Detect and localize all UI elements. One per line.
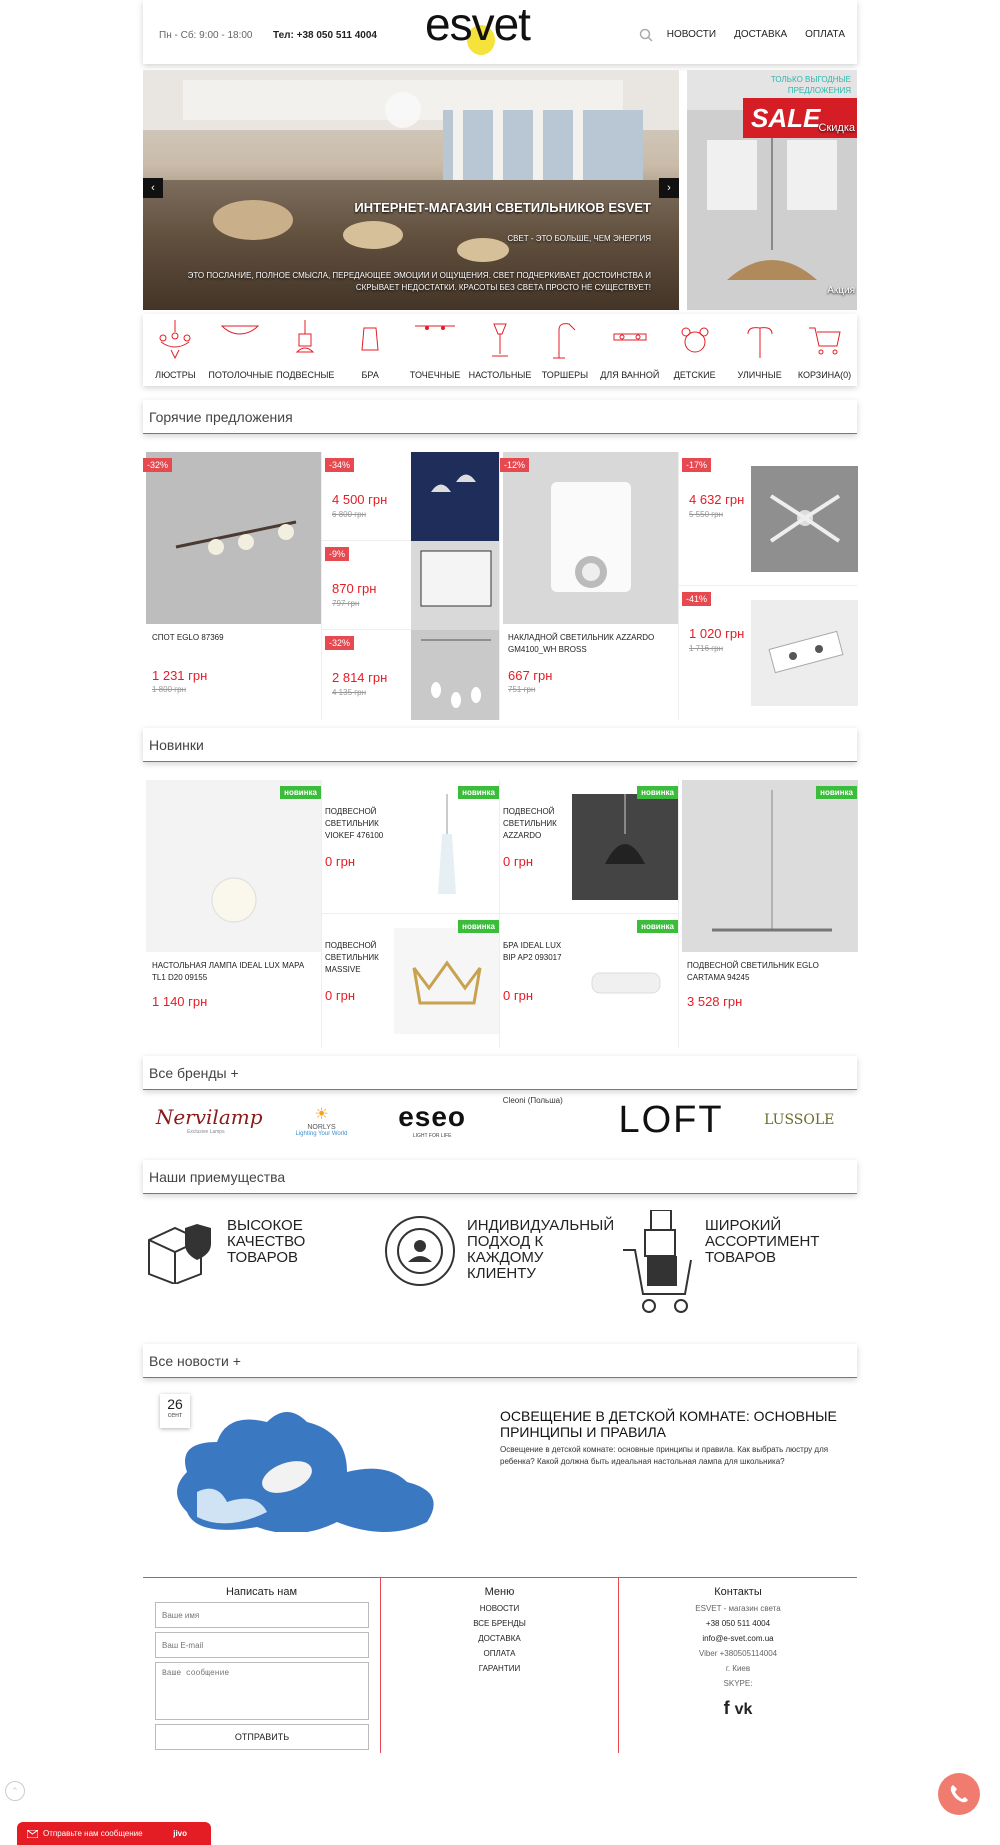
working-hours: Пн - Сб: 9:00 - 18:00: [159, 30, 253, 41]
category-label: ПОТОЛОЧНЫЕ: [208, 370, 273, 380]
call-button[interactable]: [938, 1773, 980, 1815]
category-label: ПОДВЕСНЫЕ: [276, 370, 335, 380]
footer-link-brands[interactable]: ВСЕ БРЕНДЫ: [473, 1619, 526, 1628]
write-us-title: Написать нам: [225, 1586, 298, 1598]
category-ceiling[interactable]: [208, 314, 272, 386]
sconce-icon: [350, 320, 390, 360]
category-label: НАСТОЛЬНЫЕ: [468, 370, 532, 380]
old-price: 751 грн: [508, 685, 536, 694]
product-image: [751, 600, 858, 706]
product-price: 667 грн: [508, 668, 553, 683]
category-pendant[interactable]: [273, 314, 337, 386]
category-label: КОРЗИНА(0): [797, 370, 852, 380]
product-card[interactable]: [499, 780, 678, 914]
promo-label: Скидка: [818, 122, 855, 134]
product-card[interactable]: [499, 452, 678, 720]
footer-contacts: [619, 1578, 857, 1753]
pendant-lamp-icon: [285, 320, 325, 360]
box-shield-icon: [145, 1218, 219, 1284]
discount-badge: -41%: [682, 592, 711, 606]
advantage-text: ИНДИВИДУАЛЬНЫЙ ПОДХОД К КАЖДОМУ КЛИЕНТУ: [467, 1217, 615, 1282]
product-name[interactable]: ПОДВЕСНОЙ СВЕТИЛЬНИК EGLO CARTAMA 94245: [687, 961, 819, 982]
advantage-text: ШИРОКИЙ АССОРТИМЕНТ ТОВАРОВ: [705, 1217, 820, 1266]
chandelier-icon: [155, 320, 195, 360]
old-price: 4 135 грн: [332, 688, 367, 697]
product-image: [394, 794, 500, 900]
product-image: [146, 780, 321, 952]
table-lamp-icon: [480, 320, 520, 360]
jivo-logo: jivo: [173, 1829, 187, 1838]
discount-badge: -32%: [325, 636, 354, 650]
product-price: 0 грн: [325, 854, 355, 869]
hot-offers-header[interactable]: Горячие предложения: [143, 400, 857, 434]
product-image: [411, 452, 500, 541]
svg-text:esvet: esvet: [425, 0, 530, 50]
contact-form: [143, 1578, 381, 1753]
contact-viber[interactable]: Viber +380505114004: [698, 1649, 778, 1658]
old-price: 797 грн: [332, 599, 360, 608]
slider-text: ЭТО ПОСЛАНИЕ, ПОЛНОЕ СМЫСЛА, ПЕРЕДАЮЩЕЕ ЭМОЦИИ И ОЩУЩЕНИЯ. СВЕТ ПОДЧЕРКИВАЕТ ДОСТОИНСТВА И СКРЫВАЕТ НЕДОСТАТКИ. КРАСОТЫ БЕЗ СВЕТА ПРОСТО НЕ СУЩЕСТВУЕТ!: [187, 271, 651, 292]
brand-eseo[interactable]: eseo LIGHT FOR LIFE: [398, 1101, 467, 1139]
slider-subtitle: СВЕТ - ЭТО БОЛЬШЕ, ЧЕМ ЭНЕРГИЯ: [507, 234, 651, 243]
product-price: 2 814 грн: [332, 670, 388, 685]
phone-icon: [938, 1773, 980, 1815]
kids-lamp-icon: [675, 320, 715, 360]
news-header[interactable]: Все новости +: [143, 1344, 857, 1378]
news-text: Освещение в детской комнате: основные принципы и правила. Как выбрать люстру для ребенка? Какой должна быть идеальная настольная лампа для школьника?: [500, 1445, 829, 1466]
footer-menu: [381, 1578, 619, 1753]
product-card[interactable]: [143, 452, 321, 720]
product-image: [503, 452, 679, 624]
send-button[interactable]: ОТПРАВИТЬ: [155, 1724, 369, 1750]
product-name[interactable]: ПОДВЕСНОЙ СВЕТИЛЬНИК AZZARDO: [503, 807, 557, 840]
spotlight-icon: [415, 320, 455, 360]
brands-header[interactable]: Все бренды +: [143, 1056, 857, 1090]
product-price: 4 632 грн: [689, 492, 745, 507]
product-image: [411, 630, 500, 720]
slider-title: ИНТЕРНЕТ-МАГАЗИН СВЕТИЛЬНИКОВ ESVET: [354, 200, 651, 215]
category-floor[interactable]: [533, 314, 597, 386]
product-name[interactable]: НАКЛАДНОЙ СВЕТИЛЬНИК AZZARDO GM4100_WH BROSS: [508, 633, 655, 654]
new-badge: новинка: [637, 786, 678, 799]
product-image: [411, 541, 500, 630]
footer-link-news[interactable]: НОВОСТИ: [479, 1604, 520, 1613]
product-image: [751, 466, 858, 572]
product-image: [682, 780, 858, 952]
chat-label: Отправьте нам сообщение: [43, 1829, 143, 1838]
old-price: 1 716 грн: [689, 644, 724, 653]
contact-skype[interactable]: SKYPE:: [723, 1679, 753, 1688]
news-image: [157, 1392, 447, 1532]
discount-badge: -9%: [325, 547, 349, 561]
brands-row: [143, 1092, 857, 1148]
product-name[interactable]: НАСТОЛЬНАЯ ЛАМПА IDEAL LUX MAPA TL1 D20 09155: [152, 961, 304, 982]
email-field[interactable]: [155, 1632, 369, 1658]
product-price: 1 231 грн: [152, 668, 208, 683]
product-card[interactable]: [143, 780, 321, 1048]
product-card[interactable]: [678, 780, 857, 1048]
product-price: 0 грн: [503, 988, 533, 1003]
product-card[interactable]: [321, 541, 499, 630]
nav-news[interactable]: НОВОСТИ: [666, 29, 717, 40]
product-card[interactable]: [678, 452, 857, 586]
name-field[interactable]: [155, 1602, 369, 1628]
brand-nervilamp[interactable]: Nervilamp Exclusive Lamps: [155, 1105, 263, 1135]
product-price: 870 грн: [332, 581, 377, 596]
discount-badge: -32%: [143, 458, 172, 472]
new-products-grid: [143, 780, 857, 1048]
esvet-logo[interactable]: [425, 0, 571, 60]
product-image: [146, 452, 321, 624]
category-label: ЛЮСТРЫ: [155, 370, 196, 380]
news-date: 26 сент: [160, 1394, 190, 1428]
product-image: [394, 928, 500, 1034]
contacts-title: Контакты: [714, 1586, 762, 1598]
contact-email[interactable]: info@e-svet.com.ua: [702, 1634, 774, 1643]
category-table[interactable]: [468, 314, 532, 386]
promo-image: [687, 110, 857, 310]
new-badge: новинка: [458, 786, 499, 799]
product-price: 3 528 грн: [687, 994, 743, 1009]
category-cart[interactable]: [793, 314, 857, 386]
menu-title: Меню: [484, 1586, 515, 1598]
product-price: 0 грн: [503, 854, 533, 869]
site-header: [143, 0, 857, 64]
category-bathroom[interactable]: [598, 314, 662, 386]
aperture-people-icon: [383, 1214, 457, 1288]
contact-company: ESVET - магазин света: [695, 1604, 781, 1613]
product-card[interactable]: [321, 914, 499, 1048]
product-image: [572, 794, 679, 900]
news-item[interactable]: [143, 1386, 857, 1536]
brand-norlys[interactable]: ☀ NORLYS Lighting Your World: [281, 1104, 361, 1137]
footer-link-guarantees[interactable]: ГАРАНТИИ: [478, 1664, 521, 1673]
discount-badge: -12%: [500, 458, 529, 472]
advantage-assortment: [621, 1210, 851, 1330]
advantage-quality: [143, 1210, 373, 1330]
brand-loft[interactable]: LOFT: [618, 1098, 724, 1141]
header-phone[interactable]: Тел: +38 050 511 4004: [273, 30, 377, 41]
news-headline[interactable]: ОСВЕЩЕНИЕ В ДЕТСКОЙ КОМНАТЕ: ОСНОВНЫЕ ПРИНЦИПЫ И ПРАВИЛА: [500, 1408, 837, 1440]
advantages-row: [143, 1210, 857, 1330]
old-price: 1 800 грн: [152, 685, 187, 694]
new-badge: новинка: [458, 920, 499, 933]
product-card[interactable]: [321, 780, 499, 914]
floor-lamp-icon: [545, 320, 585, 360]
nav-payment[interactable]: ОПЛАТА: [805, 29, 845, 40]
category-outdoor[interactable]: [728, 314, 792, 386]
product-card[interactable]: [321, 630, 499, 720]
category-label: ТОРШЕРЫ: [541, 370, 589, 380]
promo-banner[interactable]: [687, 70, 857, 310]
advantage-text: ВЫСОКОЕ КАЧЕСТВО ТОВАРОВ: [227, 1217, 306, 1266]
footer-link-delivery[interactable]: ДОСТАВКА: [478, 1634, 521, 1643]
product-price: 1 140 грн: [152, 994, 208, 1009]
brand-lussole[interactable]: LUSSOLE: [764, 1112, 835, 1128]
brand-cleoni[interactable]: Cleoni (Польша): [502, 1095, 563, 1105]
category-bar: [143, 314, 857, 386]
shopping-cart-boxes-icon: [621, 1210, 697, 1320]
category-sconce[interactable]: [338, 314, 402, 386]
product-card[interactable]: [321, 452, 499, 541]
footer: [143, 1577, 857, 1752]
category-label: ДЕТСКИЕ: [673, 370, 716, 380]
category-label: УЛИЧНЫЕ: [737, 370, 782, 380]
footer-link-payment[interactable]: ОПЛАТА: [483, 1649, 516, 1658]
ceiling-lamp-icon: [220, 320, 260, 360]
category-spot[interactable]: [403, 314, 467, 386]
category-label: ДЛЯ ВАННОЙ: [600, 370, 660, 380]
new-products-header[interactable]: Новинки: [143, 728, 857, 762]
sun-icon: ☀: [314, 1105, 329, 1123]
promo-label-2: Акция: [827, 285, 855, 296]
chat-widget[interactable]: [17, 1822, 211, 1845]
nav-delivery[interactable]: ДОСТАВКА: [734, 29, 788, 40]
product-name[interactable]: БРА IDEAL LUX BIP AP2 093017: [503, 941, 562, 962]
facebook-icon[interactable]: f: [723, 1698, 730, 1718]
discount-badge: -17%: [682, 458, 711, 472]
message-field[interactable]: [155, 1662, 369, 1720]
product-price: 0 грн: [325, 988, 355, 1003]
product-price: 1 020 грн: [689, 626, 745, 641]
bathroom-lamp-icon: [610, 320, 650, 360]
new-badge: новинка: [280, 786, 321, 799]
search-icon[interactable]: [639, 28, 653, 42]
old-price: 5 550 грн: [689, 510, 724, 519]
product-name[interactable]: ПОДВЕСНОЙ СВЕТИЛЬНИК VIOKEF 476100: [325, 807, 384, 840]
envelope-icon: [27, 1830, 38, 1838]
advantages-header: Наши приемущества: [143, 1160, 857, 1194]
new-badge: новинка: [637, 920, 678, 933]
contact-phone[interactable]: +38 050 511 4004: [705, 1619, 771, 1628]
advantage-individual: [383, 1210, 613, 1330]
product-name[interactable]: ПОДВЕСНОЙ СВЕТИЛЬНИК MASSIVE: [325, 941, 379, 974]
slider-prev-button[interactable]: ‹: [143, 178, 163, 198]
category-kids[interactable]: [663, 314, 727, 386]
new-badge: новинка: [816, 786, 857, 799]
contact-city: г. Киев: [725, 1664, 751, 1673]
scroll-up-icon[interactable]: ⌃: [5, 1781, 25, 1801]
category-label: ТОЧЕЧНЫЕ: [409, 370, 461, 380]
hot-offers-grid: [143, 452, 857, 720]
product-price: 4 500 грн: [332, 492, 388, 507]
vk-icon[interactable]: vk: [734, 1701, 753, 1718]
category-chandeliers[interactable]: [143, 314, 207, 386]
discount-badge: -34%: [325, 458, 354, 472]
cart-icon: [805, 320, 845, 360]
slider-next-button[interactable]: ›: [659, 178, 679, 198]
product-image: [572, 928, 679, 1034]
promo-small-text: ТОЛЬКО ВЫГОДНЫЕ ПРЕДЛОЖЕНИЯ: [770, 75, 851, 95]
old-price: 6 800 грн: [332, 510, 367, 519]
hero-slider: [143, 70, 679, 310]
street-lamp-icon: [740, 320, 780, 360]
product-card[interactable]: [499, 914, 678, 1048]
sale-tag: SALE: [743, 98, 857, 138]
product-name[interactable]: СПОТ EGLO 87369: [152, 633, 224, 642]
product-card[interactable]: [678, 586, 857, 720]
category-label: БРА: [361, 370, 379, 380]
top-nav: [667, 29, 845, 40]
